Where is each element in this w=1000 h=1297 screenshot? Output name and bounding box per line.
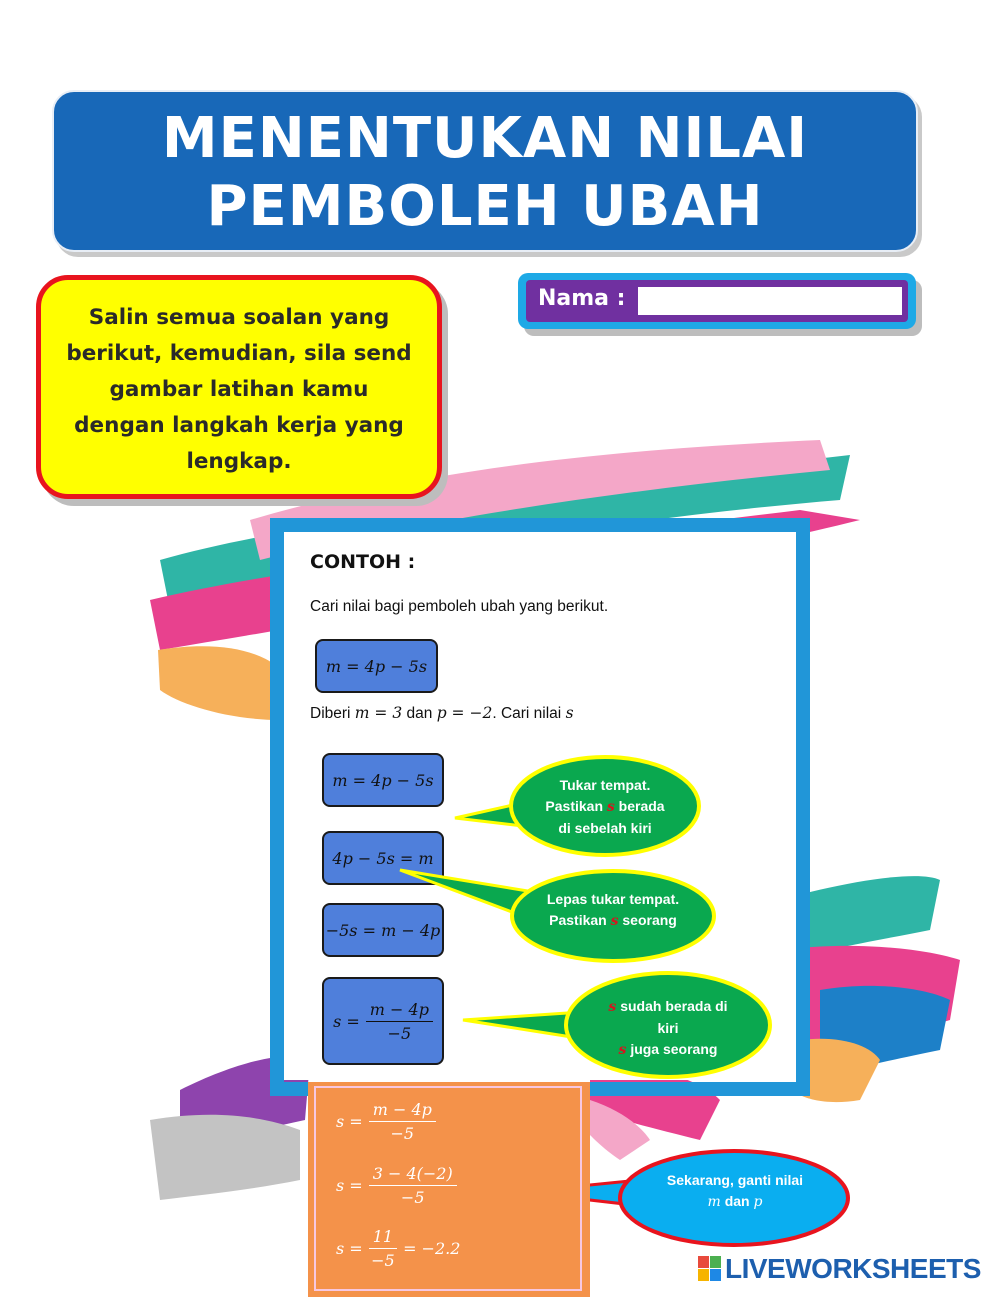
given-var: s	[565, 704, 574, 722]
step-4-numerator: m − 4p	[366, 1000, 433, 1022]
callout-3-words: sudah berada di	[620, 998, 728, 1014]
given-p: p = −2	[436, 704, 493, 722]
logo-text: LIVEWORKSHEETS	[725, 1253, 981, 1284]
solution-1-denominator: −5	[390, 1124, 415, 1143]
name-label: Nama :	[538, 286, 626, 311]
formula-text: m = 4p − 5s	[325, 656, 428, 676]
liveworksheets-logo	[698, 1254, 981, 1284]
callout-2-line-1: Lepas tukar tempat.	[546, 891, 680, 907]
callout-1-line-1: Tukar tempat.	[559, 777, 651, 793]
callout-3-line-2: kiri	[657, 1020, 679, 1036]
solution-3-lhs: s =	[336, 1239, 363, 1258]
solution-box	[308, 1082, 590, 1297]
solution-2-denominator: −5	[400, 1188, 425, 1207]
callout-4-line-2	[640, 1191, 830, 1213]
callout-2-word-b: seorang	[622, 912, 677, 928]
callout-3-line-3	[573, 1039, 763, 1061]
solution-1-lhs: s =	[336, 1112, 363, 1131]
given-prefix: Diberi	[310, 705, 351, 722]
callout-4-line-1: Sekarang, ganti nilai	[666, 1172, 804, 1188]
solution-2-numerator: 3 − 4(−2)	[369, 1164, 457, 1186]
step-3-text: −5s = m − 4p	[325, 920, 441, 940]
callout-4-p: p	[753, 1194, 763, 1210]
callout-3-var-2: s	[618, 1042, 627, 1058]
solution-line-2	[336, 1164, 457, 1207]
callout-3-text	[573, 996, 763, 1061]
callout-3-var: s	[608, 999, 617, 1015]
callout-4-m: m	[707, 1194, 721, 1210]
solution-2-fraction	[369, 1164, 457, 1207]
callout-3-words-2: juga seorang	[630, 1041, 718, 1057]
callout-4-and: dan	[724, 1193, 750, 1209]
solution-line-1	[336, 1100, 436, 1143]
solution-3-numerator: 11	[369, 1227, 397, 1249]
solution-line-3	[336, 1227, 460, 1270]
callout-1-text	[515, 775, 695, 839]
callout-2-text	[513, 889, 713, 932]
solution-1-fraction	[369, 1100, 436, 1143]
callout-2-line-2	[513, 910, 713, 932]
given-m: m = 3	[354, 704, 403, 722]
title-line-1: MENENTUKAN NILAI	[161, 106, 809, 171]
callout-3-line-1	[573, 996, 763, 1018]
solution-2-lhs: s =	[336, 1176, 363, 1195]
title-line-2: PEMBOLEH UBAH	[206, 174, 764, 239]
step-4-denominator: −5	[387, 1023, 412, 1043]
solution-3-fraction	[369, 1227, 397, 1270]
callout-1-line-3: di sebelah kiri	[558, 820, 652, 836]
solution-1-numerator: m − 4p	[369, 1100, 436, 1122]
solution-3-denominator: −5	[371, 1251, 395, 1270]
logo-icon	[698, 1256, 722, 1282]
callout-1-line-2	[515, 796, 695, 818]
example-instruction: Cari nilai bagi pemboleh ubah yang berikut.	[310, 598, 609, 615]
instruction-text: Salin semua soalan yang berikut, kemudian, sila send gambar latihan kamu dengan langkah kerja yang lengkap.	[66, 305, 412, 474]
given-suffix: . Cari nilai	[492, 705, 562, 722]
step-2-text: 4p − 5s = m	[332, 848, 434, 868]
callout-4-text	[640, 1170, 830, 1213]
callout-1-var: s	[606, 799, 615, 815]
callout-2-word-a: Pastikan	[549, 912, 607, 928]
callout-2-var: s	[610, 913, 619, 929]
step-1-text: m = 4p − 5s	[332, 770, 434, 790]
solution-3-rhs: = −2.2	[403, 1239, 461, 1258]
example-heading: CONTOH :	[310, 551, 416, 573]
given-and: dan	[406, 705, 433, 722]
callout-1-word-b: berada	[618, 798, 665, 814]
callout-1-word-a: Pastikan	[545, 798, 603, 814]
step-4-lhs: s =	[333, 1011, 360, 1031]
